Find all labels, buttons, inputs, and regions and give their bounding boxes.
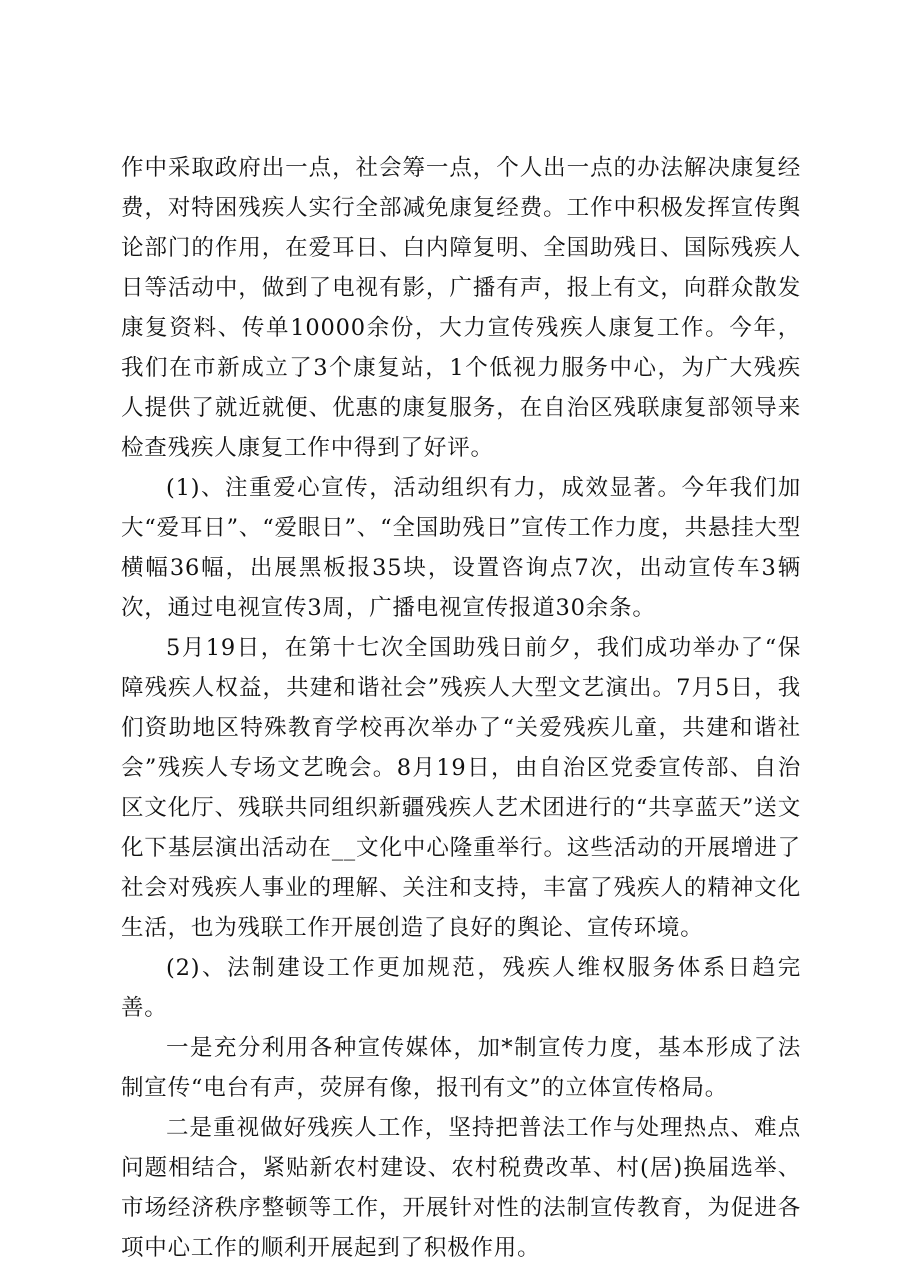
paragraph-publicity-activities: (1)、注重爱心宣传，活动组织有力，成效显著。今年我们加大“爱耳日”、“爱眼日”、“全国助残日”宣传工作力度，共悬挂大型横幅36幅，出展黑板报35块，设置咨询点7次，出动宣传车3辆次，通过电视宣传3周，广播电视宣传报道30余条。 (121, 475, 801, 621)
document-body (121, 148, 801, 1268)
paragraph-legal-heading: (2)、法制建设工作更加规范，残疾人维权服务体系日趋完善。 (121, 955, 801, 1021)
paragraph-cultural-events: 5月19日，在第十七次全国助残日前夕，我们成功举办了“保障残疾人权益，共建和谐社会”残疾人大型文艺演出。7月5日，我们资助地区特殊教育学校再次举办了“关爱残疾儿童，共建和谐社会”残疾人专场文艺晚会。8月19日，由自治区党委宣传部、自治区文化厅、残联共同组织新疆残疾人艺术团进行的“共享蓝天”送文化下基层演出活动在__文化中心隆重举行。这些活动的开展增进了社会对残疾人事业的理解、关注和支持，丰富了残疾人的精神文化生活，也为残联工作开展创造了良好的舆论、宣传环境。 (121, 635, 801, 941)
paragraph-rehab-funding: 作中采取政府出一点，社会筹一点，个人出一点的办法解决康复经费，对特困残疾人实行全部减免康复经费。工作中积极发挥宣传舆论部门的作用，在爱耳日、白内障复明、全国助残日、国际残疾人日等活动中，做到了电视有影，广播有声，报上有文，向群众散发康复资料、传单10000余份，大力宣传残疾人康复工作。今年，我们在市新成立了3个康复站，1个低视力服务中心，为广大残疾人提供了就近就便、优惠的康复服务，在自治区残联康复部领导来检查残疾人康复工作中得到了好评。 (121, 155, 801, 461)
paragraph-media-publicity: 一是充分利用各种宣传媒体，加*制宣传力度，基本形成了法制宣传“电台有声，荧屏有像，报刊有文”的立体宣传格局。 (121, 1035, 801, 1101)
paragraph-legal-education: 二是重视做好残疾人工作，坚持把普法工作与处理热点、难点问题相结合，紧贴新农村建设、农村税费改革、村(居)换届选举、市场经济秩序整顿等工作，开展针对性的法制宣传教育，为促进各项中心工作的顺利开展起到了积极作用。 (121, 1115, 801, 1261)
